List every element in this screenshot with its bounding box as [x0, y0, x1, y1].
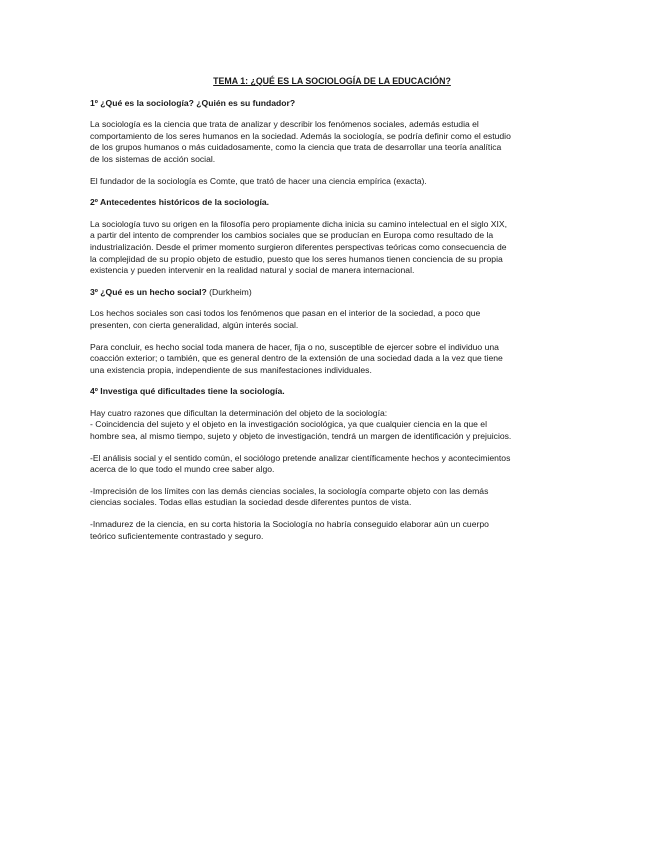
text-line: existencia y pueden intervenir en la realidad natural y social de manera internacional. [90, 265, 415, 276]
text-line: de los grupos humanos o más cuidadosamente, como la ciencia que trata de desarrollar una teoría analítica [90, 142, 502, 153]
paragraph [90, 486, 574, 509]
paragraph [90, 219, 574, 277]
section-heading-text: 3º ¿Qué es un hecho social? [90, 286, 207, 297]
paragraph [90, 119, 574, 165]
section-4 [90, 386, 574, 542]
text-line: La sociología es la ciencia que trata de analizar y describir los fenómenos sociales, además estudia el [90, 119, 479, 130]
text-line: - Coincidencia del sujeto y el objeto en la investigación sociológica, ya que cualquier ciencia en la que el [90, 419, 487, 430]
text-line: comportamiento de los seres humanos en la sociedad. Además la sociología, se podría definir como el estudio [90, 130, 511, 141]
text-line: a partir del intento de comprender los cambios sociales que se producían en Europa como resultado de la [90, 230, 494, 241]
text-line: La sociología tuvo su origen en la filosofía pero propiamente dicha inicia su camino intelectual en el siglo XIX, [90, 218, 508, 229]
text-line: Hay cuatro razones que dificultan la determinación del objeto de la sociología: [90, 407, 388, 418]
text-line: El fundador de la sociología es Comte, que trató de hacer una ciencia empírica (exacta). [90, 175, 427, 186]
text-line: una existencia propia, independiente de sus manifestaciones individuales. [90, 364, 372, 375]
text-line: Para concluir, es hecho social toda manera de hacer, fija o no, susceptible de ejercer sobre el individuo una [90, 341, 499, 352]
document-title: TEMA 1: ¿QUÉ ES LA SOCIOLOGÍA DE LA EDUCACIÓN? [213, 76, 451, 86]
section-heading: 4º Investiga qué dificultades tiene la sociología. [90, 386, 285, 397]
document-page [90, 76, 574, 552]
section-heading [90, 287, 574, 299]
text-line: Los hechos sociales son casi todos los fenómenos que pasan en el interior de la sociedad, a poco que [90, 308, 481, 319]
section-heading: 1º ¿Qué es la sociología? ¿Quién es su fundador? [90, 97, 296, 108]
paragraph [90, 176, 574, 188]
text-line: -Imprecisión de los límites con las demás ciencias sociales, la sociología comparte objeto con las demás [90, 485, 489, 496]
text-line: acerca de lo que todo el mundo cree saber algo. [90, 464, 275, 475]
section-heading-aside: (Durkheim) [206, 286, 252, 297]
text-line: ciencias sociales. Todas ellas estudian la sociedad desde diferentes puntos de vista. [90, 497, 412, 508]
text-line: industrialización. Desde el primer momento surgieron diferentes perspectivas teóricas como consecuencia de [90, 241, 507, 252]
text-line: teórico suficientemente contrastado y seguro. [90, 530, 264, 541]
text-line: de los sistemas de acción social. [90, 153, 216, 164]
paragraph [90, 453, 574, 476]
text-line: coacción exterior; o también, que es general dentro de la extensión de una sociedad dada a la vez que tiene [90, 353, 503, 364]
section-2 [90, 197, 574, 277]
paragraph [90, 408, 574, 443]
paragraph [90, 519, 574, 542]
text-line: -Inmadurez de la ciencia, en su corta historia la Sociología no habría conseguido elaborar aún un cuerpo [90, 519, 489, 530]
paragraph [90, 342, 574, 377]
paragraph [90, 308, 574, 331]
text-line: la complejidad de su propio objeto de estudio, puesto que los seres humanos tienen conciencia de su propia [90, 253, 503, 264]
section-3 [90, 287, 574, 377]
text-line: presenten, con cierta generalidad, algún interés social. [90, 319, 299, 330]
text-line: -El análisis social y el sentido común, el sociólogo pretende analizar científicamente hechos y acontecimientos [90, 452, 511, 463]
text-line: hombre sea, al mismo tiempo, sujeto y objeto de investigación, tendrá un margen de identificación y prejuicios. [90, 431, 512, 442]
section-heading: 2º Antecedentes históricos de la sociología. [90, 197, 270, 208]
section-1 [90, 98, 574, 188]
